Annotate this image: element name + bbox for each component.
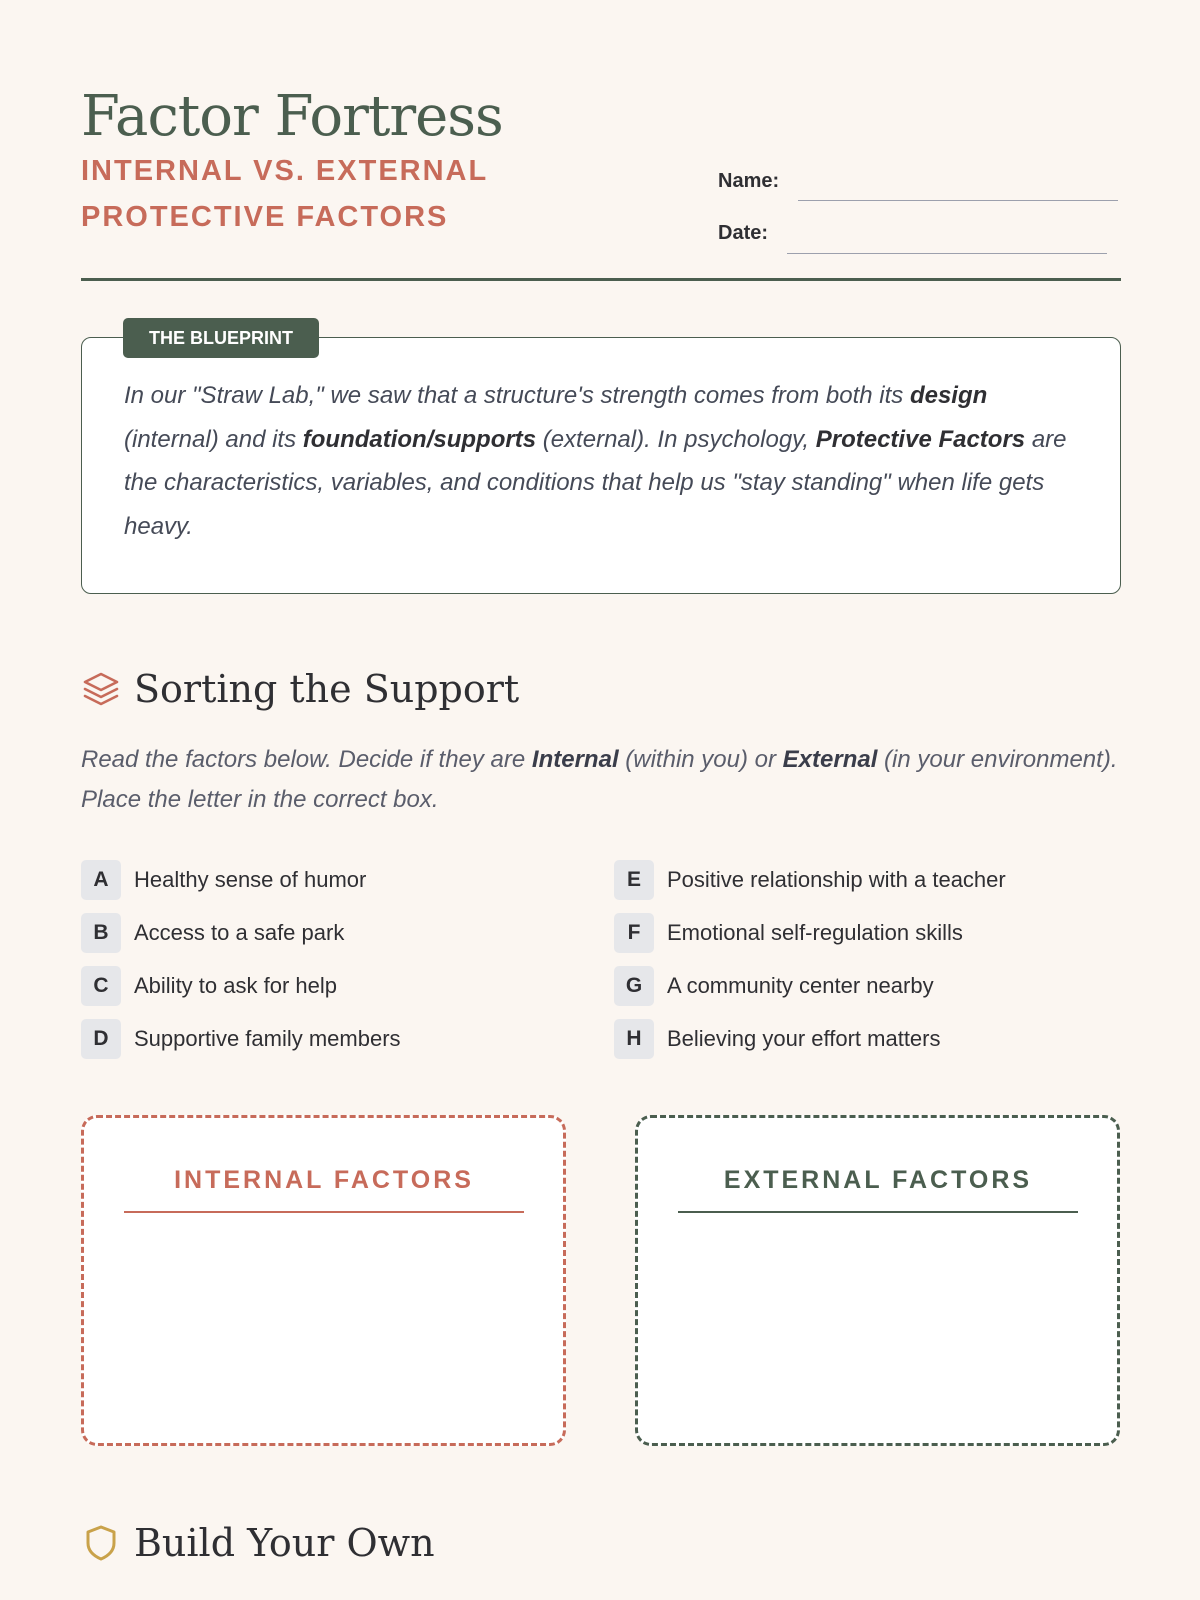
external-factors-dropzone[interactable]	[635, 1115, 1120, 1446]
factor-letter-badge: C	[81, 966, 121, 1006]
name-input-line[interactable]	[798, 200, 1118, 201]
blueprint-box	[81, 328, 1121, 594]
sorting-section-title: Sorting the Support	[134, 667, 520, 711]
factor-letter-badge: G	[614, 966, 654, 1006]
worksheet-subtitle: INTERNAL VS. EXTERNAL PROTECTIVE FACTORS	[81, 155, 488, 233]
name-label: Name:	[718, 170, 780, 192]
factor-text: Supportive family members	[134, 1026, 401, 1051]
factor-text: Healthy sense of humor	[134, 867, 367, 892]
build-section-heading	[81, 1518, 781, 1568]
factor-text: Emotional self-regulation skills	[667, 920, 963, 945]
header-divider	[81, 278, 1121, 281]
build-section-title: Build Your Own	[134, 1521, 435, 1565]
worksheet-header	[81, 82, 1121, 282]
factor-letter-badge: E	[614, 860, 654, 900]
factor-text: A community center nearby	[667, 973, 934, 998]
factor-text: Ability to ask for help	[134, 973, 337, 998]
sorting-section-heading	[81, 664, 781, 714]
factor-letter-badge: F	[614, 913, 654, 953]
sorting-instructions: Read the factors below. Decide if they are Internal (within you) or External (in your environment). Place the letter in the correct box.	[81, 746, 1118, 813]
factor-letter-badge: H	[614, 1019, 654, 1059]
shield-icon	[81, 1523, 121, 1563]
factor-text: Believing your effort matters	[667, 1026, 941, 1051]
factor-text: Access to a safe park	[134, 920, 345, 945]
blueprint-text: In our "Straw Lab," we saw that a structure's strength comes from both its design (internal) and its foundation/supports (external). In psychology, Protective Factors are the characteristics, variables, and conditions that help us "stay standing" when life gets heavy.	[124, 382, 1067, 540]
factor-text: Positive relationship with a teacher	[667, 867, 1006, 892]
blueprint-tag: THE BLUEPRINT	[123, 318, 319, 358]
layers-icon	[81, 669, 121, 709]
factor-letter-badge: A	[81, 860, 121, 900]
factor-letter-badge: D	[81, 1019, 121, 1059]
date-label: Date:	[718, 222, 769, 244]
external-factors-heading: EXTERNAL FACTORS	[678, 1148, 1078, 1213]
date-input-line[interactable]	[787, 253, 1107, 254]
factor-letter-badge: B	[81, 913, 121, 953]
internal-factors-dropzone[interactable]	[81, 1115, 566, 1446]
worksheet-title: Factor Fortress	[81, 84, 503, 149]
internal-factors-heading: INTERNAL FACTORS	[124, 1148, 524, 1213]
